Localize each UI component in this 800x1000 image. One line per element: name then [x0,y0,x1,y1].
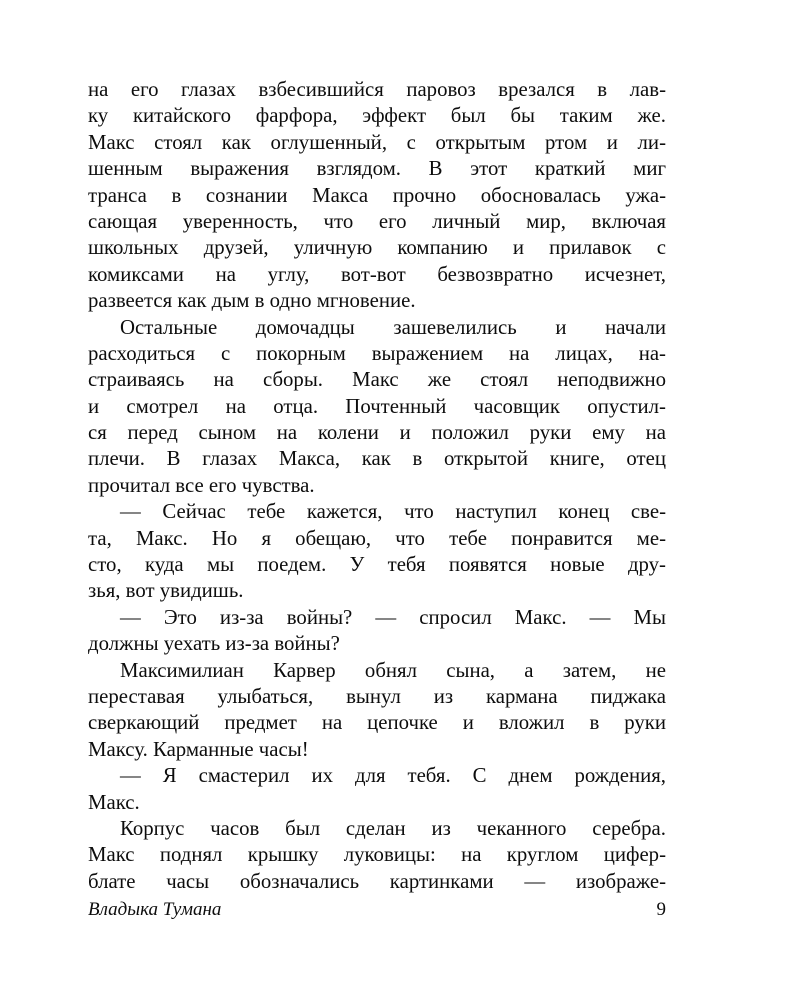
text-line: должны уехать из-за войны? [88,632,340,656]
text-line: переставая улыбаться, вынул из кармана пиджака [88,684,666,708]
text-line: Макс поднял крышку луковицы: на круглом цифер- [88,843,666,867]
text-line: Корпус часов был сделан из чеканного серебра. [120,816,666,840]
text-line: зья, вот увидишь. [88,579,244,603]
text-line: школьных друзей, уличную компанию и прилавок с [88,236,666,260]
text-line: и смотрел на отца. Почтенный часовщик опустил- [88,394,666,418]
text-line: блате часы обозначались картинками — изображе- [88,869,666,893]
text-line: шенным выражения взглядом. В этот краткий миг [88,157,666,181]
text-line: страиваясь на сборы. Макс же стоял неподвижно [88,368,666,392]
text-line: ся перед сыном на колени и положил руки ему на [88,421,666,445]
text-line: Максу. Карманные часы! [88,737,309,761]
text-line: — Я смастерил их для тебя. С днем рождения, [120,764,666,788]
text-line: транса в сознании Макса прочно обосновалась ужа- [88,183,666,207]
text-line: на его глазах взбесившийся паровоз врезался в лав- [88,78,666,101]
text-line: развеется как дым в одно мгновение. [88,289,416,313]
page-number: 9 [656,899,666,920]
text-line: сверкающий предмет на цепочке и вложил в руки [88,711,666,735]
text-line: та, Макс. Но я обещаю, что тебе понравится ме- [88,526,666,550]
text-line: плечи. В глазах Макса, как в открытой книге, отец [88,447,666,471]
text-line: расходиться с покорным выражением на лицах, на- [88,341,666,365]
text-line: сто, куда мы поедем. У тебя появятся новые дру- [88,553,666,577]
text-line: ку китайского фарфора, эффект был бы таким же. [88,104,666,128]
text-line: — Сейчас тебе кажется, что наступил конец све- [120,500,666,524]
text-line: Максимилиан Карвер обнял сына, а затем, не [120,658,666,682]
body-text [88,77,666,895]
text-line: прочитал все его чувства. [88,473,315,497]
text-line: Остальные домочадцы зашевелились и начали [120,315,666,339]
text-line: — Это из-за войны? — спросил Макс. — Мы [120,605,666,629]
text-line: сающая уверенность, что его личный мир, включая [88,209,666,233]
running-footer-title: Владыка Тумана [88,899,222,920]
text-line: Макс стоял как оглушенный, с открытым ртом и ли- [88,130,666,154]
text-line: Макс. [88,790,140,814]
text-line: комиксами на углу, вот-вот безвозвратно исчезнет, [88,262,666,286]
